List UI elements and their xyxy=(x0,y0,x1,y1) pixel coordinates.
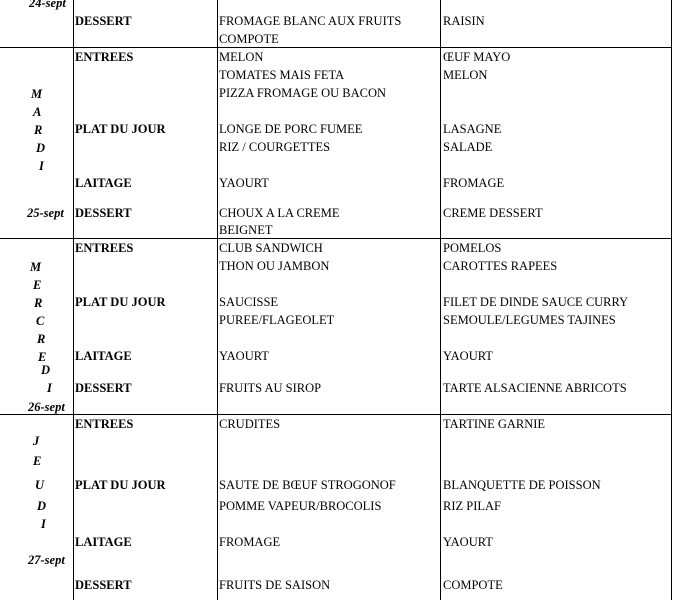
row-divider-mercredi xyxy=(0,238,672,239)
category-label: DESSERT xyxy=(75,14,132,28)
menu1-item: FROMAGE xyxy=(219,535,281,549)
menu1-item: BEIGNET xyxy=(219,223,273,237)
row-divider-jeudi xyxy=(0,414,672,415)
day-letter: R xyxy=(34,296,43,310)
day-date-25: 25-sept xyxy=(27,206,64,220)
category-laitage: LAITAGE xyxy=(75,535,132,549)
day-letter: E xyxy=(33,278,42,292)
day-letter: U xyxy=(35,478,45,492)
menu2-item: SEMOULE/LEGUMES TAJINES xyxy=(443,313,616,327)
menu1-item: SAUCISSE xyxy=(219,295,279,309)
menu1-item: POMME VAPEUR/BROCOLIS xyxy=(219,499,382,513)
menu2-item: CAROTTES RAPEES xyxy=(443,259,558,273)
category-laitage: LAITAGE xyxy=(75,176,132,190)
menu1-item: RIZ / COURGETTES xyxy=(219,140,331,154)
day-letter: I xyxy=(39,159,44,173)
menu1-item: CHOUX A LA CREME xyxy=(219,206,340,220)
menu1-item: FRUITS AU SIROP xyxy=(219,381,322,395)
menu2-item: RAISIN xyxy=(443,14,485,28)
day-letter: D xyxy=(36,141,46,155)
category-dessert: DESSERT xyxy=(75,206,132,220)
day-letter: R xyxy=(34,123,43,137)
day-letter: D xyxy=(41,363,51,377)
menu1-item: SAUTE DE BŒUF STROGONOF xyxy=(219,478,396,492)
menu2-item: COMPOTE xyxy=(443,578,503,592)
menu2-item: RIZ PILAF xyxy=(443,499,501,513)
day-letter: M xyxy=(30,260,42,274)
menu2-item: YAOURT xyxy=(443,535,493,549)
day-date-26: 26-sept xyxy=(28,400,65,414)
menu1-item: FRUITS DE SAISON xyxy=(219,578,331,592)
menu2-item: FROMAGE xyxy=(443,176,505,190)
day-letter: M xyxy=(31,87,43,101)
menu1-item: CRUDITES xyxy=(219,417,281,431)
column-divider-right xyxy=(671,0,672,600)
category-dessert: DESSERT xyxy=(75,578,132,592)
menu2-item: BLANQUETTE DE POISSON xyxy=(443,478,601,492)
day-letter: C xyxy=(36,314,45,328)
menu2-item: SALADE xyxy=(443,140,493,154)
menu1-item: THON OU JAMBON xyxy=(219,259,330,273)
column-divider-day xyxy=(73,0,74,600)
column-divider-category xyxy=(217,0,218,600)
menu1-item: YAOURT xyxy=(219,349,269,363)
menu2-item: MELON xyxy=(443,68,488,82)
menu1-item: TOMATES MAIS FETA xyxy=(219,68,345,82)
menu2-item: POMELOS xyxy=(443,241,502,255)
menu1-item: PIZZA FROMAGE OU BACON xyxy=(219,86,387,100)
day-date-27: 27-sept xyxy=(28,553,65,567)
category-plat-du-jour: PLAT DU JOUR xyxy=(75,478,166,492)
menu2-item: FILET DE DINDE SAUCE CURRY xyxy=(443,295,629,309)
menu2-item: CREME DESSERT xyxy=(443,206,543,220)
menu1-item: PUREE/FLAGEOLET xyxy=(219,313,335,327)
menu1-item: YAOURT xyxy=(219,176,269,190)
category-plat-du-jour: PLAT DU JOUR xyxy=(75,295,166,309)
category-plat-du-jour: PLAT DU JOUR xyxy=(75,122,166,136)
day-letter: A xyxy=(33,105,42,119)
menu2-item: YAOURT xyxy=(443,349,493,363)
day-letter: I xyxy=(47,381,52,395)
category-laitage: LAITAGE xyxy=(75,349,132,363)
menu2-item: TARTE ALSACIENNE ABRICOTS xyxy=(443,381,627,395)
menu2-item: LASAGNE xyxy=(443,122,502,136)
day-letter: I xyxy=(41,517,46,531)
row-divider-mardi xyxy=(0,47,672,48)
day-letter: J xyxy=(33,434,40,448)
day-letter: E xyxy=(38,350,47,364)
day-letter: E xyxy=(33,454,42,468)
day-date-24: 24-sept xyxy=(29,0,66,10)
menu2-item: ŒUF MAYO xyxy=(443,50,511,64)
category-dessert: DESSERT xyxy=(75,381,132,395)
day-letter: R xyxy=(37,332,46,346)
menu1-item: LONGE DE PORC FUMEE xyxy=(219,122,363,136)
menu1-item: FROMAGE BLANC AUX FRUITS xyxy=(219,14,402,28)
menu1-item: COMPOTE xyxy=(219,32,279,46)
menu1-item: MELON xyxy=(219,50,264,64)
menu2-item: TARTINE GARNIE xyxy=(443,417,546,431)
category-entrees: ENTREES xyxy=(75,417,134,431)
menu1-item: CLUB SANDWICH xyxy=(219,241,323,255)
day-letter: D xyxy=(37,499,47,513)
category-entrees: ENTREES xyxy=(75,241,134,255)
category-entrees: ENTREES xyxy=(75,50,134,64)
column-divider-menu1 xyxy=(440,0,441,600)
